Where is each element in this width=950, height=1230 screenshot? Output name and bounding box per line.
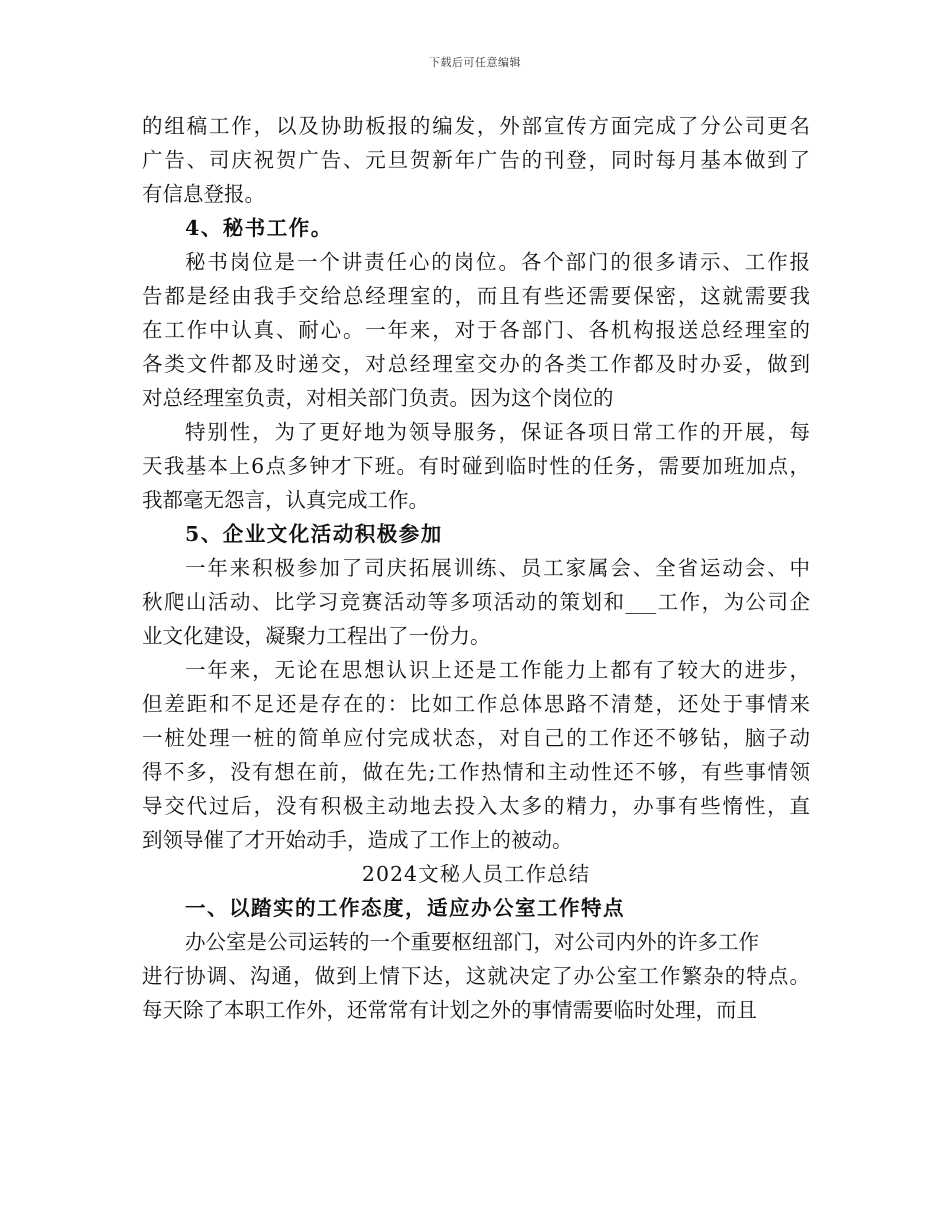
paragraph-line: 有信息登报。 xyxy=(142,182,265,206)
paragraph-line: 办公室是公司运转的一个重要枢纽部门，对公司内外的许多工作 xyxy=(185,930,759,954)
paragraph-line: 特别性，为了更好地为领导服务，保证各项日常工作的开展，每 xyxy=(185,420,810,444)
paragraph-line: 在工作中认真、耐心。一年来，对于各部门、各机构报送总经理室的 xyxy=(142,318,810,342)
paragraph-line: 秘书岗位是一个讲责任心的岗位。各个部门的很多请示、工作报 xyxy=(185,250,810,274)
paragraph-line: 广告、司庆祝贺广告、元旦贺新年广告的刊登，同时每月基本做到了 xyxy=(142,148,810,172)
paragraph-line: 进行协调、沟通，做到上情下达，这就决定了办公室工作繁杂的特点。 xyxy=(142,964,810,988)
paragraph-line: 到领导催了才开始动手，造成了工作上的被动。 xyxy=(142,828,573,852)
paragraph-line: 一年来，无论在思想认识上还是工作能力上都有了较大的进步， xyxy=(185,658,810,682)
paragraph-line: 对总经理室负责，对相关部门负责。因为这个岗位的 xyxy=(142,386,614,410)
document-title: 2024文秘人员工作总结 xyxy=(361,862,591,886)
paragraph-line: 一年来积极参加了司庆拓展训练、员工家属会、全省运动会、中 xyxy=(185,556,810,580)
paragraph-line: 我都毫无怨言，认真完成工作。 xyxy=(142,488,429,512)
paragraph-line: 各类文件都及时递交，对总经理室交办的各类工作都及时办妥，做到 xyxy=(142,352,810,376)
section-heading-culture: 5、企业文化活动积极参加 xyxy=(185,522,443,546)
paragraph-line: 告都是经由我手交给总经理室的，而且有些还需要保密，这就需要我 xyxy=(142,284,810,308)
section-heading-secretary: 4、秘书工作。 xyxy=(185,216,333,240)
paragraph-line: 天我基本上6点多钟才下班。有时碰到临时性的任务，需要加班加点， xyxy=(142,454,810,478)
page-header: 下载后可任意编辑 xyxy=(429,56,521,69)
paragraph-line: 业文化建设，凝聚力工程出了一份力。 xyxy=(142,624,491,648)
document-body xyxy=(142,110,810,1028)
paragraph-line: 导交代过后，没有积极主动地去投入太多的精力，办事有些惰性，直 xyxy=(142,794,810,818)
section-heading-attitude: 一、以踏实的工作态度，适应办公室工作特点 xyxy=(185,896,625,920)
paragraph-line: 秋爬山活动、比学习竞赛活动等多项活动的策划和___工作，为公司企 xyxy=(142,590,810,614)
paragraph-line: 但差距和不足还是存在的：比如工作总体思路不清楚，还处于事情来 xyxy=(142,692,810,716)
paragraph-line: 的组稿工作，以及协助板报的编发，外部宣传方面完成了分公司更名 xyxy=(142,114,810,138)
paragraph-line: 每天除了本职工作外，还常常有计划之外的事情需要临时处理，而且 xyxy=(142,998,757,1022)
paragraph-line: 一桩处理一桩的简单应付完成状态，对自己的工作还不够钻，脑子动 xyxy=(142,726,810,750)
paragraph-line: 得不多，没有想在前，做在先;工作热情和主动性还不够，有些事情领 xyxy=(142,760,810,784)
